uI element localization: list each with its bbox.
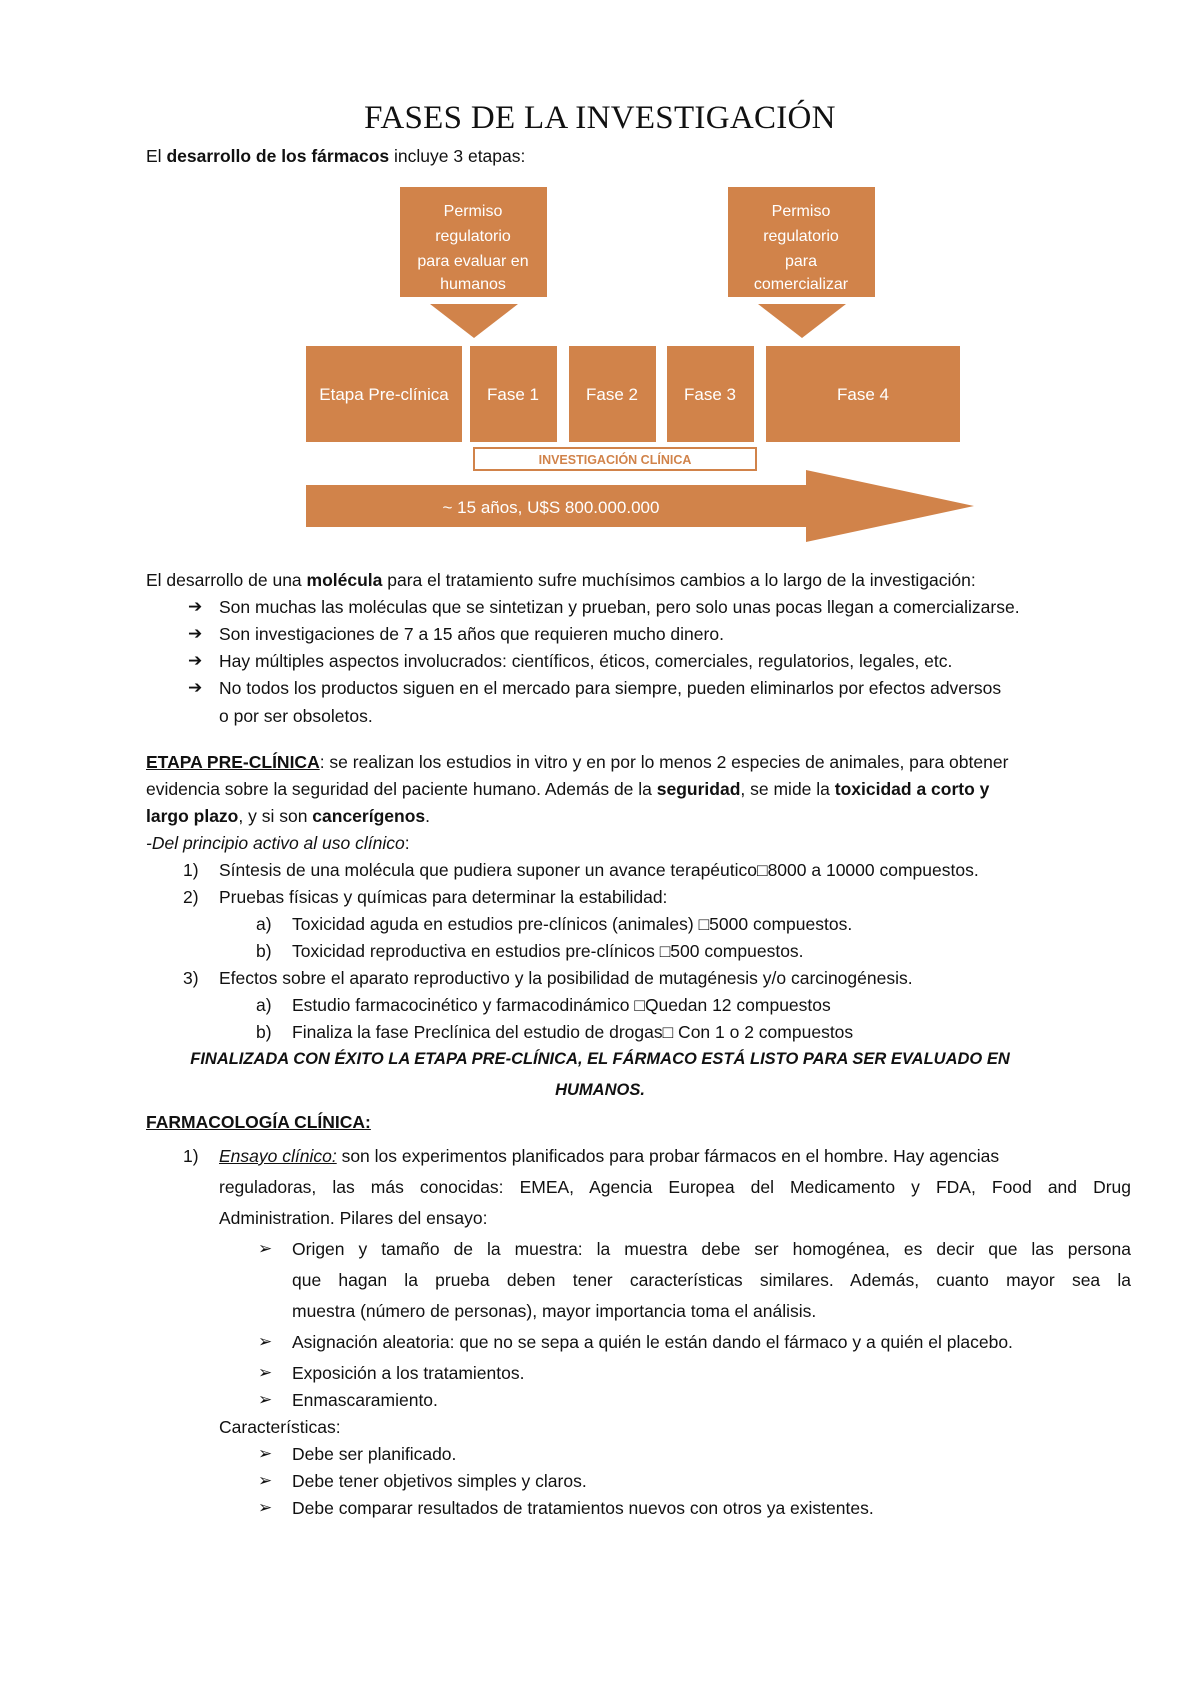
- preclinica-item-2a: Toxicidad aguda en estudios pre-clínicos (animales) □5000 compuestos.: [292, 914, 853, 934]
- intro-bold: desarrollo de los fármacos: [166, 146, 390, 166]
- preclinica-l2c: , se mide la: [740, 779, 835, 799]
- preclinica-line-2: [146, 779, 989, 800]
- caracteristica-3: Debe comparar resultados de tratamientos nuevos con otros ya existentes.: [292, 1498, 874, 1518]
- chevron-bullet-icon: ➢: [258, 1332, 273, 1351]
- permit1-line-1: Permiso: [443, 203, 503, 220]
- phases-diagram-svg: [300, 180, 980, 550]
- preclinica-item-3b: Finaliza la fase Preclínica del estudio de drogas□ Con 1 o 2 compuestos: [292, 1022, 854, 1042]
- chevron-bullet-icon: ➢: [258, 1471, 273, 1490]
- permit1-line-3: para evaluar en: [417, 253, 529, 270]
- preclinica-subtitle-text: -Del principio activo al uso clínico: [146, 833, 405, 853]
- stage-label-fase2: Fase 2: [586, 385, 638, 404]
- pilar-1-line-2: que hagan la prueba deben tener características similares. Además, cuanto mayor sea la: [292, 1270, 1131, 1290]
- preclinica-l3d: .: [425, 806, 430, 826]
- permit-arrow-humans: [430, 304, 518, 338]
- molecule-bullet-4-cont: o por ser obsoletos.: [219, 706, 373, 726]
- farmacologia-heading: [146, 1112, 371, 1133]
- molecule-bullet-3: Hay múltiples aspectos involucrados: científicos, éticos, comerciales, regulatorios, legales, etc.: [219, 651, 953, 671]
- farmacologia-heading-text: FARMACOLOGÍA CLÍNICA:: [146, 1112, 371, 1132]
- preclinica-l3c: cancerígenos: [312, 806, 426, 826]
- caracteristicas-label: Características:: [219, 1417, 341, 1437]
- preclinica-heading: ETAPA PRE-CLÍNICA: [146, 752, 320, 772]
- list-letter: b): [256, 1022, 272, 1042]
- list-number: 1): [183, 1146, 199, 1166]
- intro-post: incluye 3 etapas:: [389, 146, 526, 166]
- permit2-line-3: para: [784, 253, 818, 270]
- arrow-bullet-icon: ➔: [188, 624, 203, 643]
- stage-label-fase4: Fase 4: [837, 385, 889, 404]
- permit1-line-2: regulatorio: [435, 228, 511, 245]
- clinical-label: INVESTIGACIÓN CLÍNICA: [538, 453, 692, 467]
- pilar-4: Enmascaramiento.: [292, 1390, 438, 1410]
- pilar-1-line-1: Origen y tamaño de la muestra: la muestra debe ser homogénea, es decir que las persona: [292, 1239, 1131, 1259]
- pilar-2: Asignación aleatoria: que no se sepa a quién le están dando el fármaco y a quién el placebo.: [292, 1332, 1013, 1352]
- molecule-bullet-4: No todos los productos siguen en el mercado para siempre, pueden eliminarlos por efectos adversos: [219, 678, 1002, 698]
- list-letter: b): [256, 941, 272, 961]
- stage-label-preclinica: Etapa Pre-clínica: [319, 385, 449, 404]
- preclinica-l2a: evidencia sobre la seguridad del paciente humano. Además de la: [146, 779, 657, 799]
- farmacologia-item-1-line-2: reguladoras, las más conocidas: EMEA, Agencia Europea del Medicamento y FDA, Food and Drug: [219, 1177, 1131, 1197]
- molecule-post: para el tratamiento sufre muchísimos cambios a lo largo de la investigación:: [382, 570, 976, 590]
- pilar-1-line-3: muestra (número de personas), mayor importancia toma el análisis.: [292, 1301, 817, 1321]
- preclinica-l3b: , y si son: [238, 806, 313, 826]
- preclinica-item-2: Pruebas físicas y químicas para determinar la estabilidad:: [219, 887, 668, 907]
- chevron-bullet-icon: ➢: [258, 1239, 273, 1258]
- arrow-bullet-icon: ➔: [188, 678, 203, 697]
- ensayo-clinico-term: Ensayo clínico:: [219, 1146, 337, 1166]
- farmacologia-l1: son los experimentos planificados para probar fármacos en el hombre. Hay agencias: [336, 1146, 1000, 1166]
- permit2-line-4: comercializar: [753, 276, 849, 293]
- preclinica-line-3: [146, 806, 430, 827]
- farmacologia-item-1-line-3: Administration. Pilares del ensayo:: [219, 1208, 488, 1228]
- permit-arrow-market: [758, 304, 846, 338]
- molecule-intro: [146, 570, 976, 591]
- preclinica-item-3a: Estudio farmacocinético y farmacodinámico □Quedan 12 compuestos: [292, 995, 831, 1015]
- preclinica-item-2b: Toxicidad reproductiva en estudios pre-clínicos □500 compuestos.: [292, 941, 804, 961]
- pilar-3: Exposición a los tratamientos.: [292, 1363, 525, 1383]
- caracteristica-1: Debe ser planificado.: [292, 1444, 457, 1464]
- preclinica-final-1: FINALIZADA CON ÉXITO LA ETAPA PRE-CLÍNICA, EL FÁRMACO ESTÁ LISTO PARA SER EVALUADO EN: [190, 1050, 1010, 1068]
- list-letter: a): [256, 995, 272, 1015]
- caracteristica-2: Debe tener objetivos simples y claros.: [292, 1471, 587, 1491]
- preclinica-line-1: [146, 752, 1008, 773]
- preclinica-item-1: Síntesis de una molécula que pudiera suponer un avance terapéutico□8000 a 10000 compuestos.: [219, 860, 979, 880]
- chevron-bullet-icon: ➢: [258, 1390, 273, 1409]
- stage-label-fase1: Fase 1: [487, 385, 539, 404]
- list-letter: a): [256, 914, 272, 934]
- arrow-bullet-icon: ➔: [188, 597, 203, 616]
- permit2-line-1: Permiso: [771, 203, 831, 220]
- preclinica-subtitle-colon: :: [404, 833, 410, 853]
- chevron-bullet-icon: ➢: [258, 1363, 273, 1382]
- molecule-pre: El desarrollo de una: [146, 570, 307, 590]
- preclinica-subtitle: [146, 833, 410, 854]
- permit2-line-2: regulatorio: [763, 228, 839, 245]
- stage-label-fase3: Fase 3: [684, 385, 736, 404]
- molecule-bold: molécula: [306, 570, 383, 590]
- page-title: FASES DE LA INVESTIGACIÓN: [364, 100, 836, 136]
- timeline-arrow-label: ~ 15 años, U$S 800.000.000: [442, 498, 660, 517]
- list-number: 1): [183, 860, 199, 880]
- farmacologia-item-1-line-1: [219, 1146, 999, 1167]
- preclinica-item-3: Efectos sobre el aparato reproductivo y la posibilidad de mutagénesis y/o carcinogénesis.: [219, 968, 913, 988]
- arrow-bullet-icon: ➔: [188, 651, 203, 670]
- phases-diagram: [300, 180, 980, 550]
- molecule-bullet-1: Son muchas las moléculas que se sintetizan y prueban, pero solo unas pocas llegan a comercializarse.: [219, 597, 1020, 617]
- intro-line: [146, 146, 525, 167]
- permit1-line-4: humanos: [440, 276, 506, 293]
- preclinica-l1: : se realizan los estudios in vitro y en por lo menos 2 especies de animales, para obtener: [319, 752, 1009, 772]
- intro-pre: El: [146, 146, 167, 166]
- preclinica-l3a: largo plazo: [146, 806, 239, 826]
- list-number: 2): [183, 887, 199, 907]
- chevron-bullet-icon: ➢: [258, 1498, 273, 1517]
- molecule-bullet-2: Son investigaciones de 7 a 15 años que requieren mucho dinero.: [219, 624, 724, 644]
- list-number: 3): [183, 968, 199, 988]
- preclinica-l2b: seguridad: [656, 779, 741, 799]
- chevron-bullet-icon: ➢: [258, 1444, 273, 1463]
- preclinica-l2d: toxicidad a corto y: [834, 779, 990, 799]
- preclinica-final-2: HUMANOS.: [555, 1081, 645, 1099]
